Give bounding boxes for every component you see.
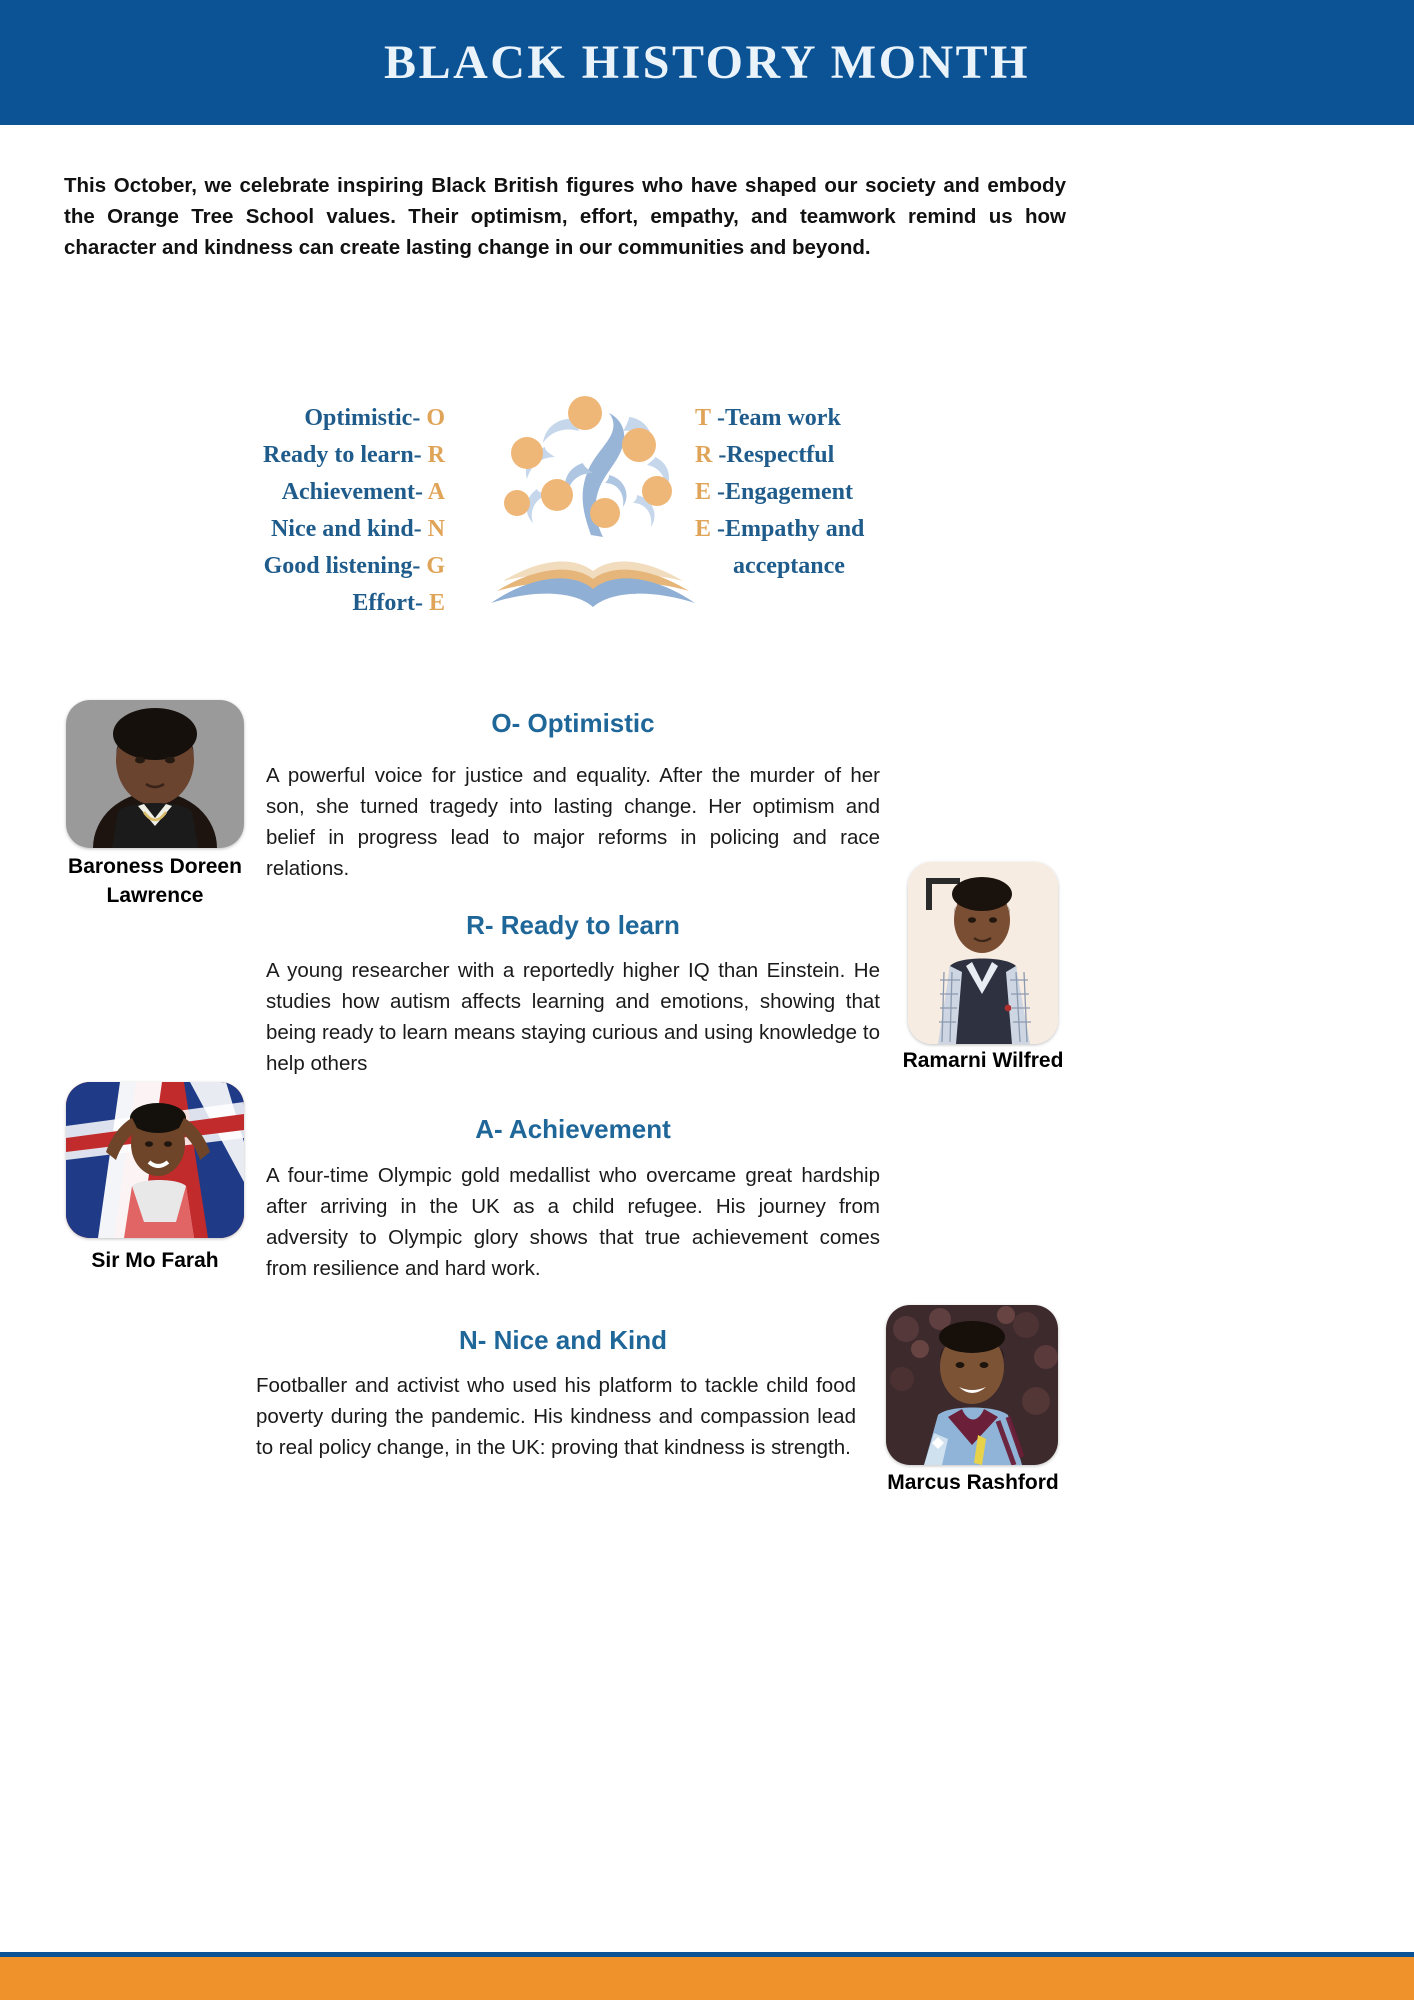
value-word: -Engagement [717,479,853,505]
section-title-optimistic: O- Optimistic [491,708,655,738]
value-word: -Empathy and [717,516,865,542]
value-word: -Team work [717,405,841,431]
page-title: BLACK HISTORY MONTH [384,35,1030,89]
value-letter: G [426,553,445,579]
section-title-achievement: A- Achievement [475,1114,671,1144]
value-word-continued: acceptance [733,553,845,579]
value-letter: E [428,590,445,616]
section-body-nice-and-kind: Footballer and activist who used his platform to tackle child food poverty during the pandemic. His kindness and compassion lead to real policy change, in the UK: proving that kindness is strength. [256,1374,856,1459]
value-letter: R [695,442,713,468]
section-body-achievement: A four-time Olympic gold medallist who overcame great hardship after arriving in the UK as a child refugee. His journey from adversity to Olympic glory shows that true achievement comes from resilience and hard work. [266,1164,880,1280]
value-word: Optimistic- [304,405,421,431]
value-letter: N [427,516,445,542]
value-row-effort [150,585,445,622]
value-word: Good listening- [263,553,421,579]
avatar-marcus-rashford [886,1305,1058,1465]
header-divider [0,125,1414,129]
page-header [0,0,1414,125]
value-word: Ready to learn- [263,442,422,468]
caption-marcus-rashford: Marcus Rashford [887,1471,1059,1494]
value-letter: O [426,405,445,431]
orange-tree-logo-icon [487,385,702,620]
avatar-baroness-doreen-lawrence [66,700,244,848]
caption-sir-mo-farah: Sir Mo Farah [91,1249,219,1272]
avatar-ramarni-wilfred [908,862,1058,1044]
values-right-column [695,400,1025,585]
value-letter: E [695,516,712,542]
value-row-good-listening [150,548,445,585]
section-title-nice-and-kind: N- Nice and Kind [458,1325,667,1355]
section-body-ready-to-learn: A young researcher with a reportedly higher IQ than Einstein. He studies how autism affects learning and emotions, showing that being ready to learn means staying curious and using knowledge to help others [266,959,880,1075]
section-body-optimistic: A powerful voice for justice and equality. After the murder of her son, she turned tragedy into lasting change. Her optimism and belief in progress lead to major reforms in policing and race relations. [266,764,880,880]
values-left-column [150,400,445,622]
value-letter: A [427,479,445,505]
value-letter: R [427,442,445,468]
value-word: -Respectful [718,442,835,468]
value-letter: E [695,479,712,505]
caption-baroness-doreen-lawrence: Baroness Doreen Lawrence [68,855,242,907]
value-row-nice-and-kind [150,511,445,548]
value-row-engagement [695,474,1025,511]
value-word: Achievement- [281,479,423,505]
value-row-ready-to-learn [150,437,445,474]
value-word: Effort- [352,590,423,616]
footer-bar [0,1957,1414,2000]
value-row-achievement [150,474,445,511]
avatar-sir-mo-farah [66,1082,244,1238]
section-title-ready-to-learn: R- Ready to learn [466,910,680,940]
value-row-empathy [695,511,1025,585]
caption-ramarni-wilfred: Ramarni Wilfred [902,1049,1064,1072]
intro-paragraph: This October, we celebrate inspiring Black British figures who have shaped our society and embody the Orange Tree School values. Their optimism, effort, empathy, and teamwork remind us how character and kindness can create lasting change in our communities and beyond. [64,174,1066,259]
school-values-block [0,385,1414,620]
value-row-optimistic [150,400,445,437]
value-letter: T [695,405,712,431]
value-row-team-work [695,400,1025,437]
value-word: Nice and kind- [270,516,422,542]
value-row-respectful [695,437,1025,474]
